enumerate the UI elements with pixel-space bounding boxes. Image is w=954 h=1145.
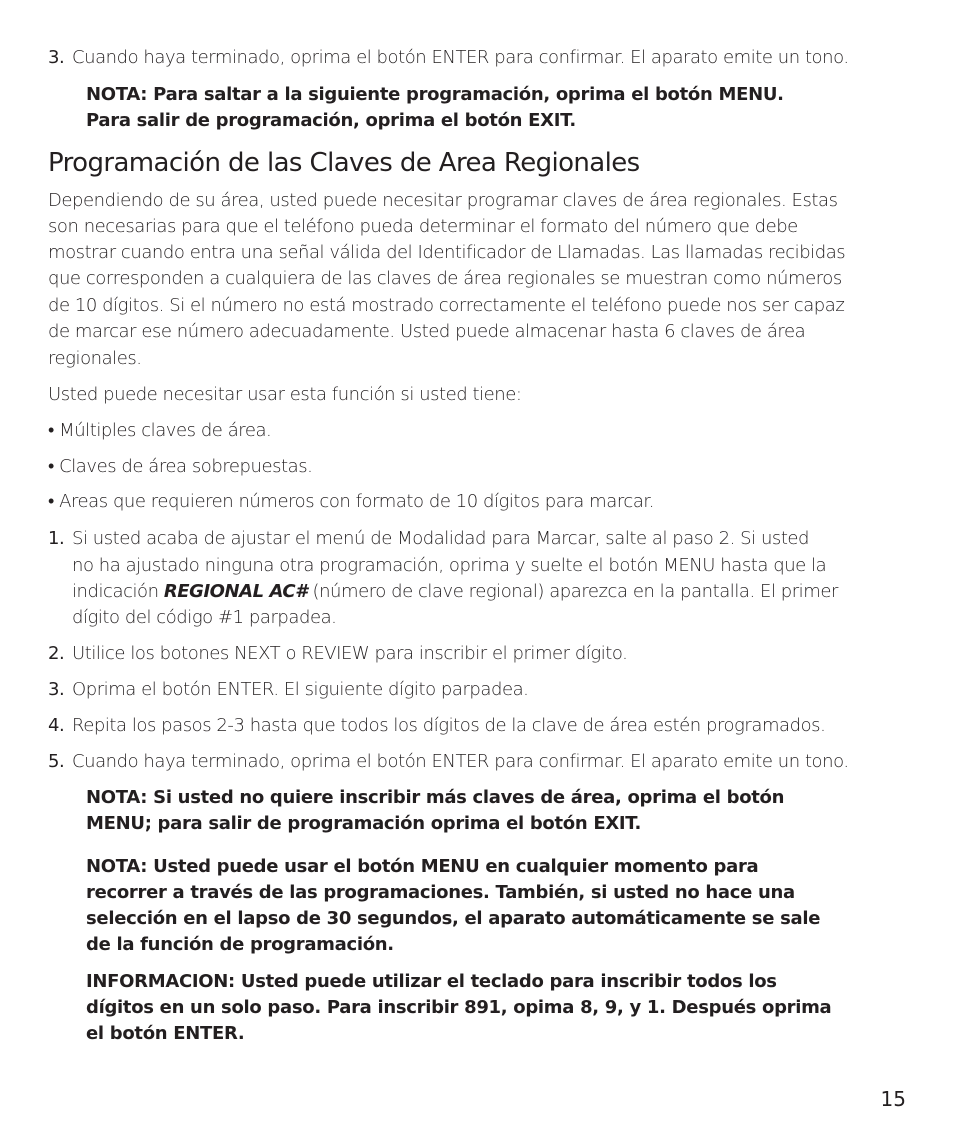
step-text: Utilice los botones NEXT o REVIEW para inscribir el primer dígito.: [72, 643, 628, 664]
step-text: Cuando haya terminado, oprima el botón ENTER para confirmar. El aparato emite un tono.: [72, 751, 849, 772]
step-number: 1.: [48, 528, 65, 549]
intro-line: mostrar cuando entra una señal válida del Identificador de Llamadas. Las llamadas recibidas: [48, 242, 846, 263]
uses-intro: Usted puede necesitar usar esta función si usted tiene:: [48, 384, 522, 405]
step-text: dígito del código #1 parpadea.: [72, 607, 337, 628]
bullet-item: • Múltiples claves de área.: [48, 420, 272, 441]
page-number: 15: [880, 1087, 906, 1111]
note-line: selección en el lapso de 30 segundos, el aparato automáticamente se sale: [86, 908, 821, 929]
note-line: Para salir de programación, oprima el botón EXIT.: [86, 110, 576, 131]
intro-line: de 10 dígitos. Si el número no está mostrado correctamente el teléfono puede nos ser capaz: [48, 295, 845, 316]
step-text: [72, 579, 838, 605]
info-line: dígitos en un solo paso. Para inscribir 891, opima 8, 9, y 1. Después oprima: [86, 997, 832, 1018]
step-text: Cuando haya terminado, oprima el botón ENTER para confirmar. El aparato emite un tono.: [72, 47, 849, 68]
intro-line: Dependiendo de su área, usted puede necesitar programar claves de área regionales. Estas: [48, 190, 838, 211]
bullet-item: • Areas que requieren números con formato de 10 dígitos para marcar.: [48, 491, 654, 512]
intro-line: de marcar ese número adecuadamente. Usted puede almacenar hasta 6 claves de área: [48, 321, 806, 342]
step-text: Repita los pasos 2-3 hasta que todos los dígitos de la clave de área estén programados.: [72, 715, 826, 736]
bullet-item: • Claves de área sobrepuestas.: [48, 456, 313, 477]
step-number: 3.: [48, 47, 65, 68]
note-line: de la función de programación.: [86, 934, 394, 955]
step-text: no ha ajustado ninguna otra programación, oprima y suelte el botón MENU hasta que la: [72, 555, 827, 576]
note-line: NOTA: Si usted no quiere inscribir más claves de área, oprima el botón: [86, 787, 785, 808]
step-number: 4.: [48, 715, 65, 736]
step-number: 5.: [48, 751, 65, 772]
intro-line: son necesarias para que el teléfono pueda determinar el formato del número que debe: [48, 216, 798, 237]
info-line: INFORMACION: Usted puede utilizar el teclado para inscribir todos los: [86, 971, 777, 992]
note-line: NOTA: Usted puede usar el botón MENU en cualquier momento para: [86, 856, 759, 877]
display-indication: REGIONAL AC#: [163, 581, 308, 602]
section-heading: Programación de las Claves de Area Regionales: [48, 148, 640, 178]
step-text-post: (número de clave regional) aparezca en la pantalla. El primer: [307, 581, 838, 602]
step-text: Oprima el botón ENTER. El siguiente dígito parpadea.: [72, 679, 529, 700]
note-line: NOTA: Para saltar a la siguiente programación, oprima el botón MENU.: [86, 84, 784, 105]
note-line: recorrer a través de las programaciones. También, si usted no hace una: [86, 882, 795, 903]
intro-line: regionales.: [48, 348, 142, 369]
step-text: Si usted acaba de ajustar el menú de Modalidad para Marcar, salte al paso 2. Si usted: [72, 528, 810, 549]
step-number: 3.: [48, 679, 65, 700]
intro-line: que corresponden a cualquiera de las claves de área regionales se muestran como números: [48, 268, 842, 289]
step-text-pre: indicación: [72, 581, 164, 602]
info-line: el botón ENTER.: [86, 1023, 245, 1044]
note-line: MENU; para salir de programación oprima el botón EXIT.: [86, 813, 642, 834]
step-number: 2.: [48, 643, 65, 664]
